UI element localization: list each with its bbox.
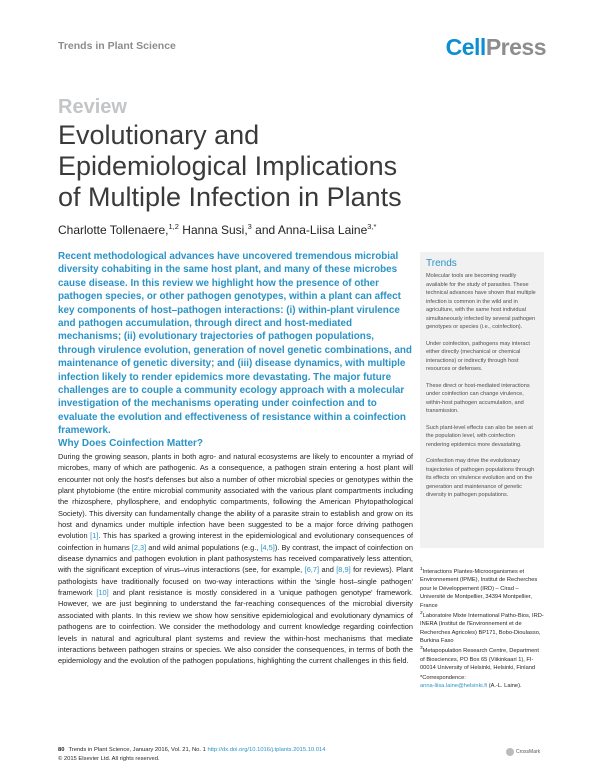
correspondence-name: (A.-L. Laine).	[487, 683, 522, 690]
reference-link[interactable]: [10]	[96, 588, 109, 598]
page-footer	[58, 746, 325, 764]
author-affil-sup: 1,2	[168, 222, 179, 231]
correspondence-label: *Correspondence:	[420, 675, 466, 681]
reference-link[interactable]: [1]	[90, 531, 99, 541]
affiliation: $^3$Metapopulation Research Centre, Department of Biosciences, PO Box 65 (Viikinkaari 1), FI-00014 University of Helsinki, Helsinki, Finland	[420, 646, 539, 672]
reference-link[interactable]: [8,9]	[336, 565, 351, 575]
author-name: Charlotte Tollenaere,	[58, 223, 169, 237]
doi-link[interactable]: http://dx.doi.org/10.1016/j.tplants.2015.10.014	[207, 747, 326, 753]
trend-item: Coinfection may drive the evolutionary trajectories of pathogen populations through its effects on virulence evolution and on the generation and maintenance of genetic diversity in pathogen populations.	[426, 458, 535, 498]
title-line: Epidemiological Implications	[58, 151, 398, 181]
section-label: Review	[58, 96, 127, 118]
crossmark-label: CrossMark	[516, 749, 541, 755]
correspondence	[420, 674, 544, 691]
reference-link[interactable]: [4,5]	[260, 542, 275, 552]
author-name: Hanna Susi,	[178, 223, 248, 237]
author-list	[58, 222, 376, 237]
author-affil-sup: 3,*	[367, 222, 377, 231]
author-affil-sup: 3	[247, 222, 252, 231]
page-number: 80	[58, 747, 65, 753]
author-name: and Anna-Liisa Laine	[251, 223, 368, 237]
reference-link[interactable]: [6,7]	[304, 565, 320, 575]
trend-item: Such plant-level effects can also be seen at the population level, with coinfection rendering epidemics more devastating.	[426, 424, 533, 448]
abstract: Recent methodological advances have uncovered tremendous microbial diversity cohabiting in the same host plant, and many of these microbes cause disease. In this review we highlight how the presence of other pathogen species, or other pathogen genotypes, within a plant can affect key components of host–pathogen interactions: (i) within-plant virulence and pathogen accumulation, through direct and host-mediated mechanisms; (ii) evolutionary trajectories of pathogen populations, through virulence evolution, generation of novel genetic combinations, and maintenance of genetic diversity; and (iii) disease dynamics, with multiple infection likely to render epidemics more devastating. The major future challenges are to couple a community ecology approach with a molecular investigation of the mechanisms operating under coinfection and to evaluate the evolution and effectiveness of resistance within a coinfection framework.	[58, 251, 412, 437]
title-line: Evolutionary and	[58, 120, 260, 150]
trends-box	[420, 252, 544, 548]
body-paragraph: During the growing season, plants in both agro- and natural ecosystems are likely to encounter a myriad of microbes, many of which are pathogenic. As a consequence, a pathogen strain entering a host plant will encounter not only the host's defenses but also a number of other microbial species or genotypes within the plant phytobiome (the entire microbial community associated with the various plant compartments including the rhizosphere, phyllosphere, and endophytic compartments, following the American Phytopathological Society). This diversity can fundamentally change the ability of a parasite strain to establish and grow on its host and dynamics under multiple infection have been suggested to be a major force driving pathogen evolution [1]. This has sparked a growing interest in the epidemiological and evolutionary consequences of coinfection in humans [2,3] and wild animal populations (e.g., [4,5]). By contrast, the impact of coinfection on disease dynamics and pathogen evolution in plant pathosystems has received comparatively less attention, with the significant exception of virus–virus interactions (see, for example, [6,7] and [8,9] for reviews). Plant pathologists have traditionally focused on two-way interactions within the 'single host–single pathogen' framework [10] and plant resistance is mostly considered in a 'unique pathogen genotype' framework. However, we are just beginning to understand the far-reaching consequences of the microbial diversity associated with plants. In this review we show how sensitive epidemiological and evolutionary dynamics of pathogens are to coinfection. We consider the methodology and current knowledge regarding coinfection levels in natural and agricultural plant systems and review the within-host mechanisms that mediate interactions between pathogen strains or species. We also consider the consequences, in terms of both the epidemiology and the evolution of the pathogen populations, highlighting the current challenges in this field.	[58, 452, 413, 666]
article-title	[58, 120, 458, 213]
crossmark-icon	[506, 748, 514, 756]
trend-item: These direct or host-mediated interactions under coinfection can change virulence, within-host pathogen accumulation, and transmission.	[426, 382, 530, 414]
journal-name: Trends in Plant Science	[58, 40, 176, 52]
trends-heading: Trends	[426, 258, 457, 269]
cellpress-logo: CellPress	[445, 34, 546, 60]
affiliation: $^2$Laboratoire Mixte International Patho-Bios, IRD-INERA (Institut de l'Environnement et de Recherches Agricoles) BP171, Bobo-Dioulasso, Burkina Faso	[420, 610, 544, 645]
trend-item: Molecular tools are becoming readily available for the study of parasites. These technical advances have shown that multiple infection is common in the wild and in agriculture, with the same host individual simultaneously infected by several pathogen genotypes or species (i.e., coinfection).	[426, 273, 536, 330]
reference-link[interactable]: [2,3]	[131, 542, 147, 552]
affiliation: $^1$Interactions Plantes-Microorganismes et Environnement (IPME), Institut de Recherches pour le Développement (IRD) – Cirad – Université de Montpellier, 34394 Montpellier, France	[420, 567, 538, 609]
journal-citation: Trends in Plant Science, January 2016, Vol. 21, No. 1	[68, 747, 206, 753]
copyright: © 2015 Elsevier Ltd. All rights reserved.	[58, 756, 160, 762]
trend-item: Under coinfection, pathogens may interact either directly (mechanical or chemical interactions) or indirectly through host resources or defenses.	[426, 340, 530, 372]
section-heading: Why Does Coinfection Matter?	[58, 438, 204, 449]
affiliations	[420, 566, 544, 673]
title-line: of Multiple Infection in Plants	[58, 182, 402, 212]
email-link[interactable]: anna-liisa.laine@helsinki.fi	[420, 683, 488, 690]
crossmark-badge[interactable]	[506, 748, 540, 756]
